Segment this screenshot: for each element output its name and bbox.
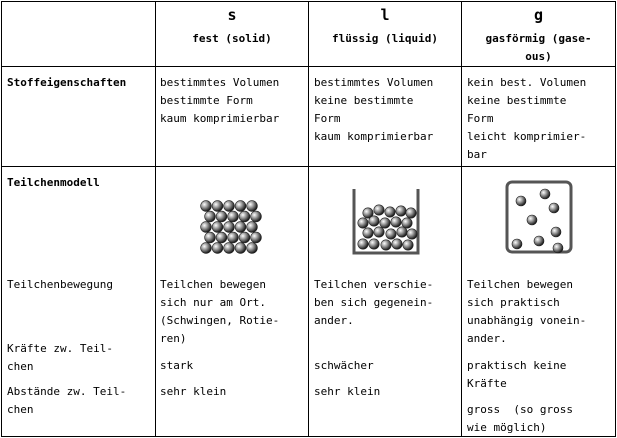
particle xyxy=(396,206,406,216)
grid-line xyxy=(1,66,616,67)
particle xyxy=(224,201,235,212)
particle xyxy=(551,227,561,237)
particle xyxy=(212,243,223,254)
particle xyxy=(251,232,262,243)
particle xyxy=(369,216,379,226)
cell-properties-solid: bestimmtes Volumen bestimmte Form kaum komprimierbar xyxy=(160,76,280,125)
particle xyxy=(374,205,384,215)
grid-line xyxy=(1,1,616,2)
particle xyxy=(374,227,384,237)
particle xyxy=(247,243,258,254)
particle xyxy=(205,232,216,243)
particle xyxy=(216,211,227,222)
cell-motion-solid: Teilchen bewegen sich nur am Ort. (Schwingen, Rotie- ren) xyxy=(160,278,280,345)
particle xyxy=(228,232,239,243)
particle xyxy=(385,207,395,217)
particle xyxy=(553,243,563,253)
particle xyxy=(235,222,246,233)
header-name-liquid: flüssig (liquid) xyxy=(332,32,438,45)
particle xyxy=(235,243,246,254)
particle xyxy=(386,229,396,239)
particle xyxy=(247,201,258,212)
particle xyxy=(369,239,379,249)
particle xyxy=(224,222,235,233)
cell-distance-liquid: sehr klein xyxy=(314,385,381,398)
header-name-gas: gasförmig (gase- ous) xyxy=(485,32,592,63)
particle xyxy=(239,232,250,243)
liquid-particles-image xyxy=(350,185,422,257)
cell-properties-gas: kein best. Volumen keine bestimmte Form leicht komprimier- bar xyxy=(467,76,587,161)
particle xyxy=(380,218,390,228)
particle xyxy=(228,211,239,222)
particle xyxy=(540,189,550,199)
row-label-teilchenbewegung: Teilchenbewegung xyxy=(7,278,113,291)
cell-distance-gas: gross (so gross wie möglich) xyxy=(467,403,573,434)
particle xyxy=(381,240,391,250)
particle xyxy=(247,222,258,233)
particle xyxy=(363,228,373,238)
particle xyxy=(407,229,417,239)
gas-particles-image xyxy=(505,180,573,254)
particle xyxy=(516,196,526,206)
particle xyxy=(549,203,559,213)
particle xyxy=(403,240,413,250)
cell-motion-gas: Teilchen bewegen sich praktisch unabhängig vonein- ander. xyxy=(467,278,587,345)
cell-forces-gas: praktisch keine Kräfte xyxy=(467,359,567,390)
particle xyxy=(224,243,235,254)
cell-properties-liquid: bestimmtes Volumen keine bestimmte Form kaum komprimierbar xyxy=(314,76,434,143)
solid-particles-image xyxy=(198,198,262,258)
particle xyxy=(205,211,216,222)
cell-distance-solid: sehr klein xyxy=(160,385,227,398)
row-label-teilchenmodell: Teilchenmodell xyxy=(7,176,100,189)
particle xyxy=(201,201,212,212)
row-label-stoffeigenschaften: Stoffeigenschaften xyxy=(7,76,127,89)
particle xyxy=(391,217,401,227)
particle xyxy=(397,227,407,237)
particle xyxy=(201,243,212,254)
cell-forces-liquid: schwächer xyxy=(314,359,374,372)
header-letter-liquid: l xyxy=(380,6,390,24)
row-label-abstaende: Abstände zw. Teil- chen xyxy=(7,385,127,416)
particle xyxy=(251,211,262,222)
particle xyxy=(534,236,544,246)
particle xyxy=(212,201,223,212)
particle xyxy=(216,232,227,243)
particle xyxy=(512,239,522,249)
particle xyxy=(239,211,250,222)
particle xyxy=(392,239,402,249)
header-letter-solid: s xyxy=(227,6,237,24)
header-name-solid: fest (solid) xyxy=(192,32,272,45)
particle xyxy=(358,218,368,228)
particle xyxy=(212,222,223,233)
particle xyxy=(402,218,412,228)
row-label-kraefte: Kräfte zw. Teil- chen xyxy=(7,342,113,373)
particle xyxy=(201,222,212,233)
cell-forces-solid: stark xyxy=(160,359,194,372)
particle xyxy=(235,201,246,212)
particle xyxy=(358,239,368,249)
grid-line xyxy=(1,166,616,167)
particle xyxy=(406,208,416,218)
cell-motion-liquid: Teilchen verschie- ben sich gegenein- ander. xyxy=(314,278,434,327)
header-letter-gas: g xyxy=(533,6,544,24)
particle xyxy=(527,215,537,225)
